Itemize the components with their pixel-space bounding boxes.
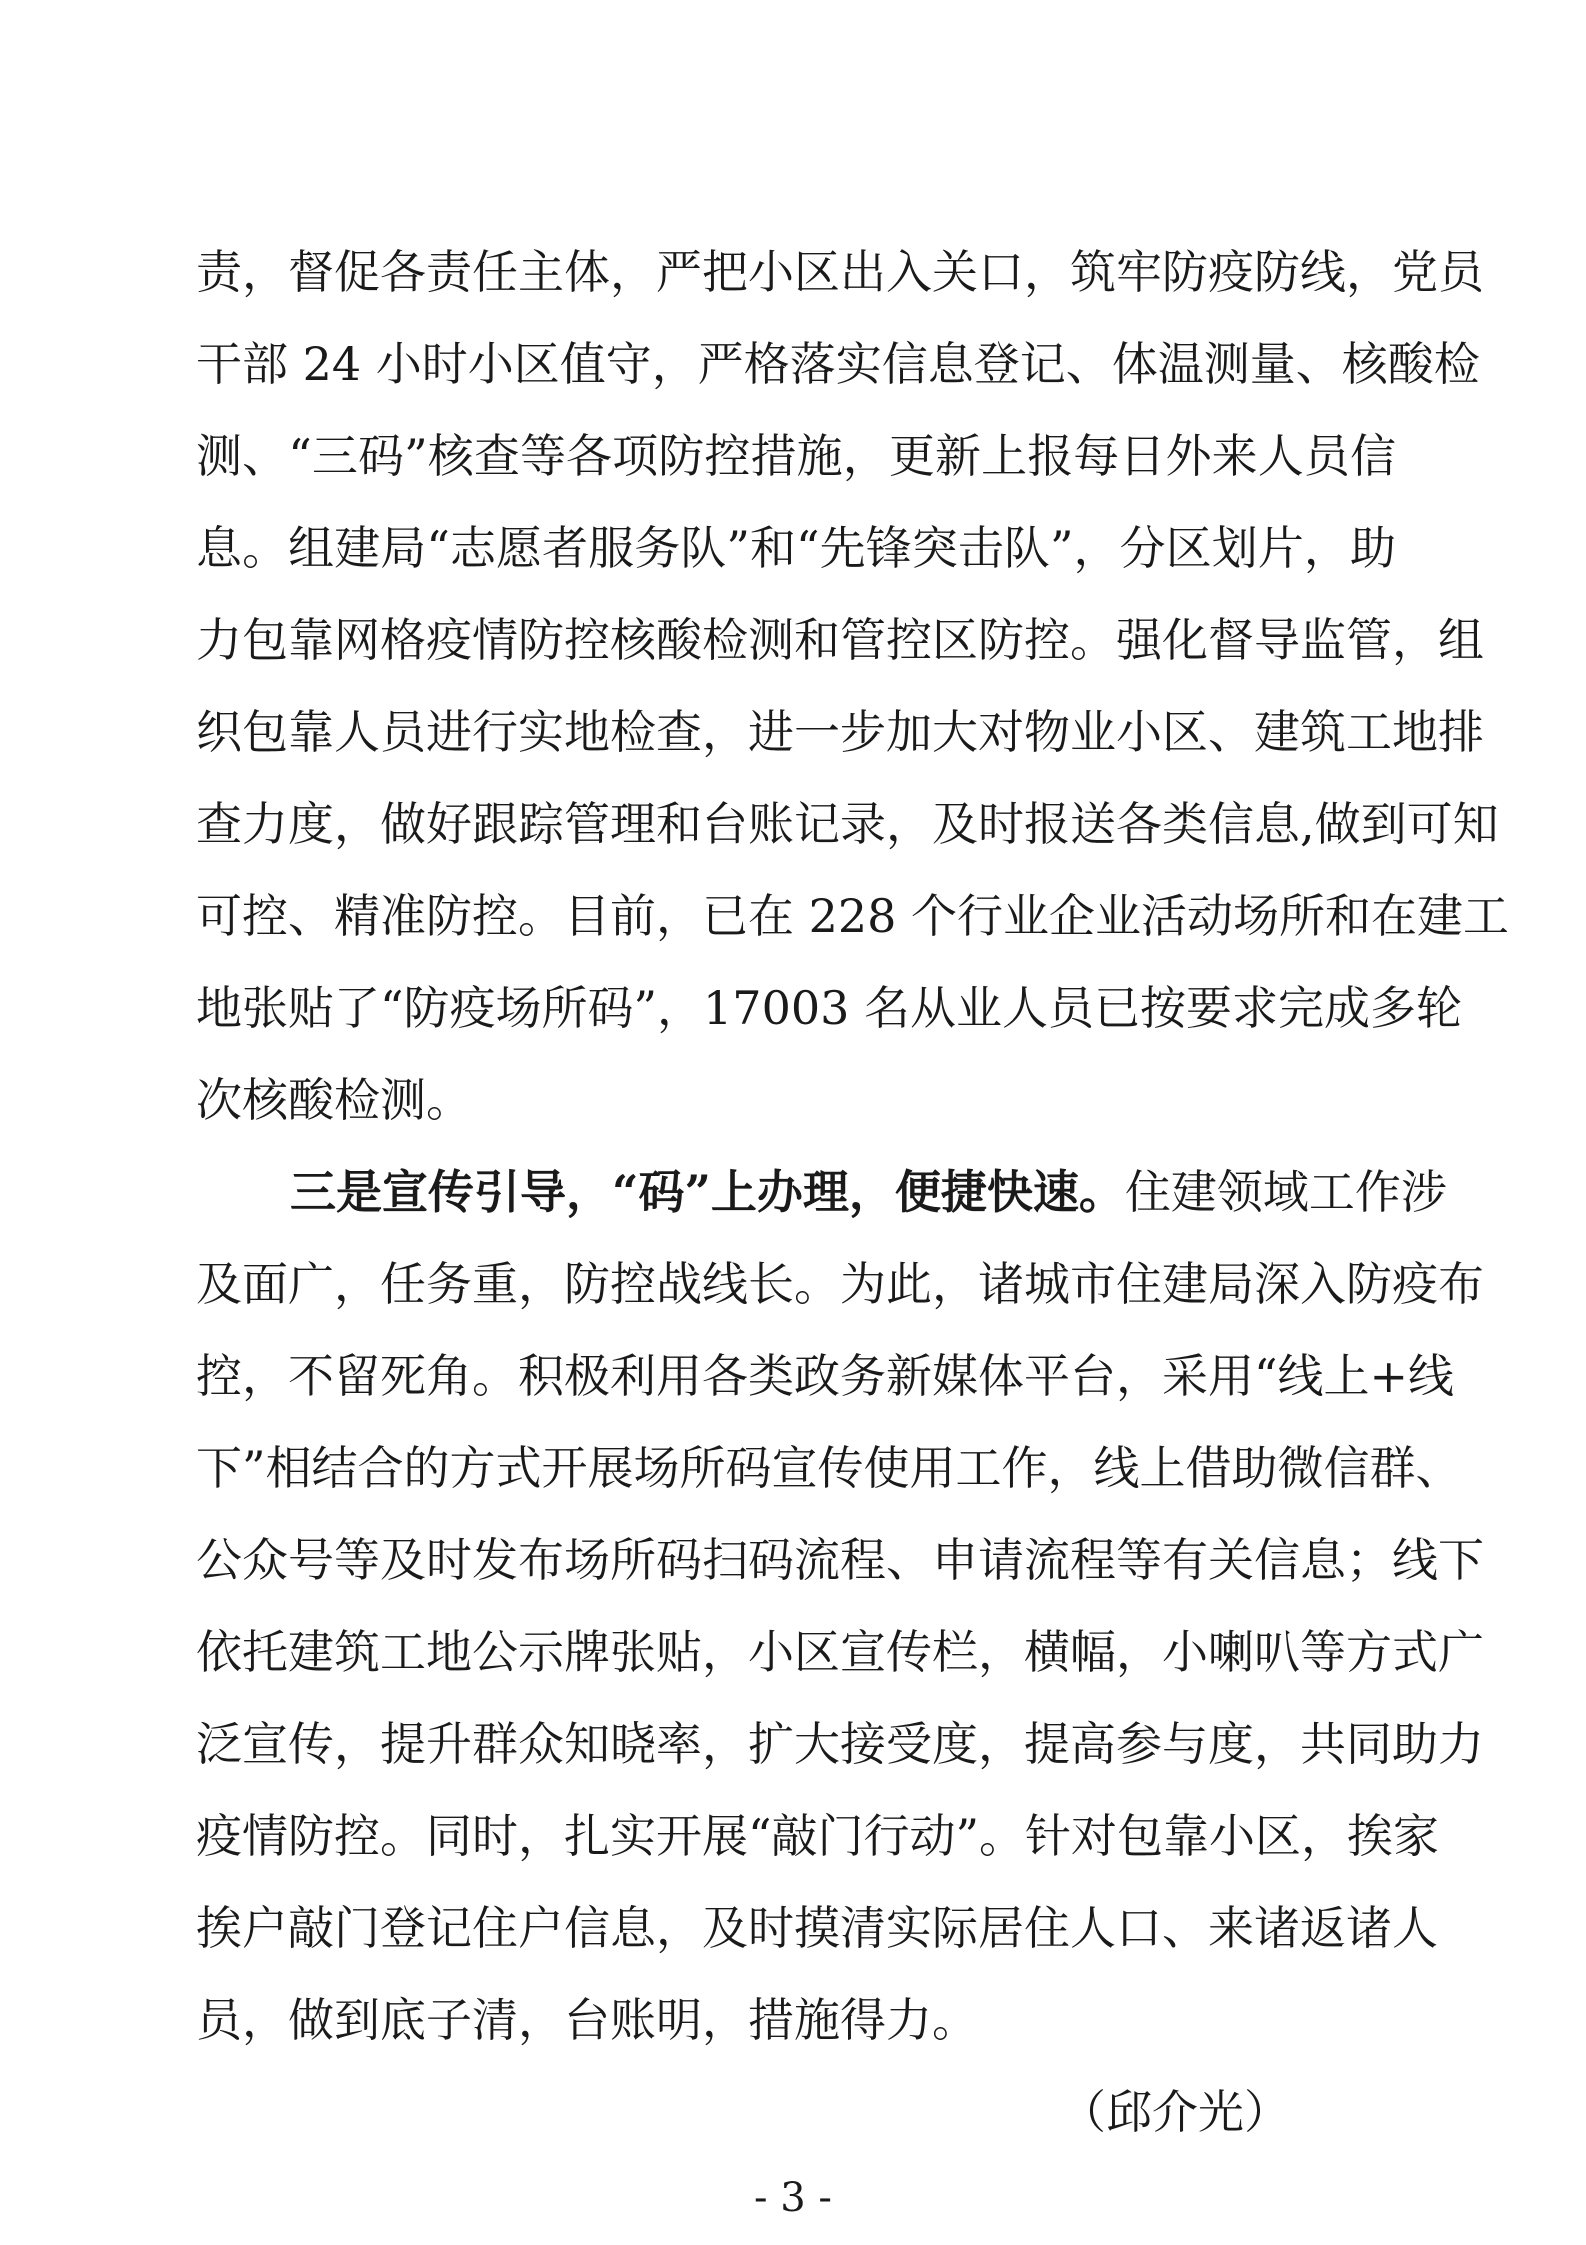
paragraph-2-line-1 bbox=[290, 1146, 1447, 1238]
paragraph-2-line-6: 依托建筑工地公示牌张贴，小区宣传栏，横幅，小喇叭等方式广 bbox=[196, 1625, 1484, 1679]
paragraph-1-line-3: 测、“三码”核查等各项防控措施，更新上报每日外来人员信 bbox=[196, 429, 1396, 483]
paragraph-2-line-10: 员，做到底子清，台账明，措施得力。 bbox=[196, 1993, 978, 2047]
paragraph-2-line-2: 及面广，任务重，防控战线长。为此，诸城市住建局深入防疫布 bbox=[196, 1257, 1484, 1311]
paragraph-2-line-1-text: 住建领域工作涉 bbox=[1124, 1165, 1447, 1219]
page-number: - 3 - bbox=[754, 2175, 832, 2221]
paragraph-1-line-8: 可控、精准防控。目前，已在 228 个行业企业活动场所和在建工 bbox=[196, 889, 1510, 943]
paragraph-1-line-7: 查力度，做好跟踪管理和台账记录，及时报送各类信息,做到可知 bbox=[196, 797, 1499, 851]
paragraph-2-line-3: 控，不留死角。积极利用各类政务新媒体平台，采用“线上+线 bbox=[196, 1349, 1455, 1403]
paragraph-1-line-6: 织包靠人员进行实地检查，进一步加大对物业小区、建筑工地排 bbox=[196, 705, 1484, 759]
paragraph-2-line-8: 疫情防控。同时，扎实开展“敲门行动”。针对包靠小区，挨家 bbox=[196, 1809, 1440, 1863]
paragraph-1-line-2: 干部 24 小时小区值守，严格落实信息登记、体温测量、核酸检 bbox=[196, 337, 1480, 391]
paragraph-2-line-4: 下”相结合的方式开展场所码宣传使用工作，线上借助微信群、 bbox=[196, 1441, 1462, 1495]
author-signature: （邱介光） bbox=[1060, 2085, 1290, 2139]
section-heading: 三是宣传引导，“码”上办理，便捷快速。 bbox=[290, 1165, 1125, 1219]
paragraph-2-line-5: 公众号等及时发布场所码扫码流程、申请流程等有关信息；线下 bbox=[196, 1533, 1484, 1587]
paragraph-2-line-9: 挨户敲门登记住户信息，及时摸清实际居住人口、来诸返诸人 bbox=[196, 1901, 1438, 1955]
paragraph-1-line-5: 力包靠网格疫情防控核酸检测和管控区防控。强化督导监管，组 bbox=[196, 613, 1484, 667]
paragraph-1-line-9: 地张贴了“防疫场所码”，17003 名从业人员已按要求完成多轮 bbox=[196, 981, 1462, 1035]
paragraph-1-line-1: 责，督促各责任主体，严把小区出入关口，筑牢防疫防线，党员 bbox=[196, 245, 1484, 299]
paragraph-2-line-7: 泛宣传，提升群众知晓率，扩大接受度，提高参与度，共同助力 bbox=[196, 1717, 1484, 1771]
paragraph-1-line-4: 息。组建局“志愿者服务队”和“先锋突击队”，分区划片，助 bbox=[196, 521, 1396, 575]
paragraph-1-line-10: 次核酸检测。 bbox=[196, 1073, 472, 1127]
